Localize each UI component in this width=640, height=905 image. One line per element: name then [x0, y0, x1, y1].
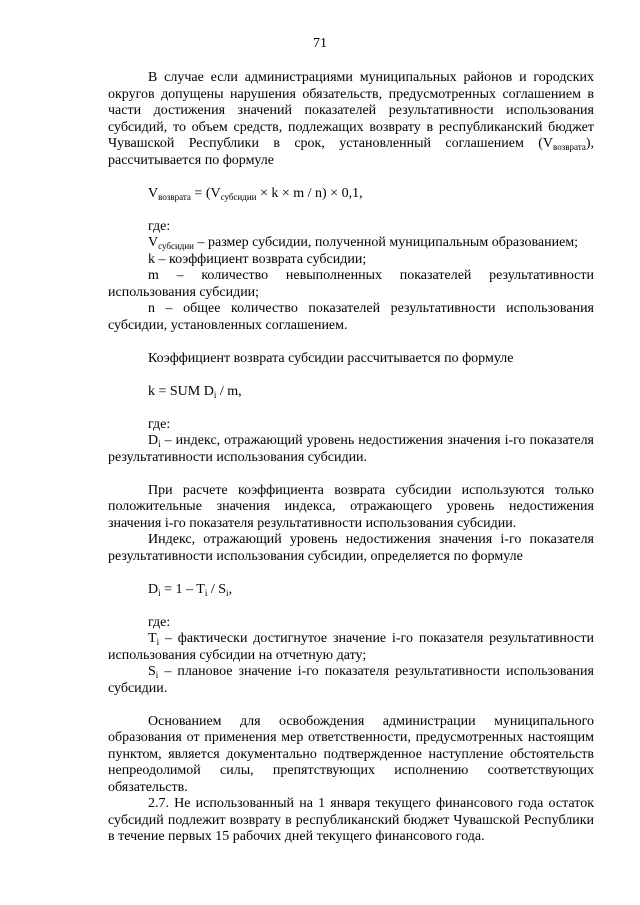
paragraph-2-7: 2.7. Не использованный на 1 января текущего финансового года остаток субсидий подлежит возврату в республиканский бюджет Чувашской Республики в течение первых 15 рабочих дней текущего финансового года. — [108, 796, 594, 844]
page-number: 71 — [313, 36, 327, 51]
formula-index: $D_i = 1 - T_i / S_i$, — [148, 581, 233, 598]
paragraph-calculation: При расчете коэффициента возврата субсидии используются только положительные значения индекса, отражающего уровень недостижения значения i-го показателя результативности использования субсидии. — [108, 482, 594, 531]
where-label: где: — [148, 218, 171, 234]
definition-v-subsidy: $V_{субсидии}$ – размер субсидии, полученной муниципальным образованием; — [148, 235, 579, 251]
definition-m: m – количество невыполненных показателей результативности использования субсидии; — [108, 268, 594, 300]
paragraph-index: Индекс, отражающий уровень недостижения значения i-го показателя результативности использования субсидии, определяется по формуле — [108, 532, 594, 564]
formula-refund: $V_{возврата} = (V_{субсидии} \times k \times m / n) \times 0,1$, — [148, 185, 363, 202]
formula-coefficient: k = SUM $D_i$ / m, — [148, 383, 242, 400]
definition-s: $S_i$ – плановое значение i-го показателя результативности использования субсидии. — [108, 664, 594, 696]
paragraph-basis: Основанием для освобождения администрации муниципального образования от применения мер ответственности, предусмотренных настоящим пунктом, является документально подтвержденное наступление обстоятельств непреодолимой силы, препятствующих исполнению соответствующих обязательств. — [108, 713, 594, 795]
where-label: где: — [148, 416, 171, 432]
where-label: где: — [148, 614, 171, 630]
paragraph-coefficient: Коэффициент возврата субсидии рассчитывается по формуле — [148, 350, 514, 366]
definition-n: n – общее количество показателей результативности использования субсидии, установленных соглашением. — [108, 301, 594, 333]
document-body — [108, 70, 594, 846]
definition-k: k – коэффициент возврата субсидии; — [148, 251, 367, 267]
definition-d: $D_i$ – индекс, отражающий уровень недостижения значения i-го показателя результативности использования субсидии. — [108, 433, 594, 465]
definition-t: $T_i$ – фактически достигнутое значение i-го показателя результативности использования субсидии на отчетную дату; — [108, 631, 594, 663]
paragraph-refund-volume: В случае если администрациями муниципальных районов и городских округов допущены нарушения обязательств, предусмотренных соглашением в части достижения значений показателей результативности использования субсидий, то объем средств, подлежащих возврату в республиканский бюджет Чувашской Республики в срок, установленный соглашением $(V_{возврата})$, рассчитывается по формуле — [108, 70, 594, 168]
